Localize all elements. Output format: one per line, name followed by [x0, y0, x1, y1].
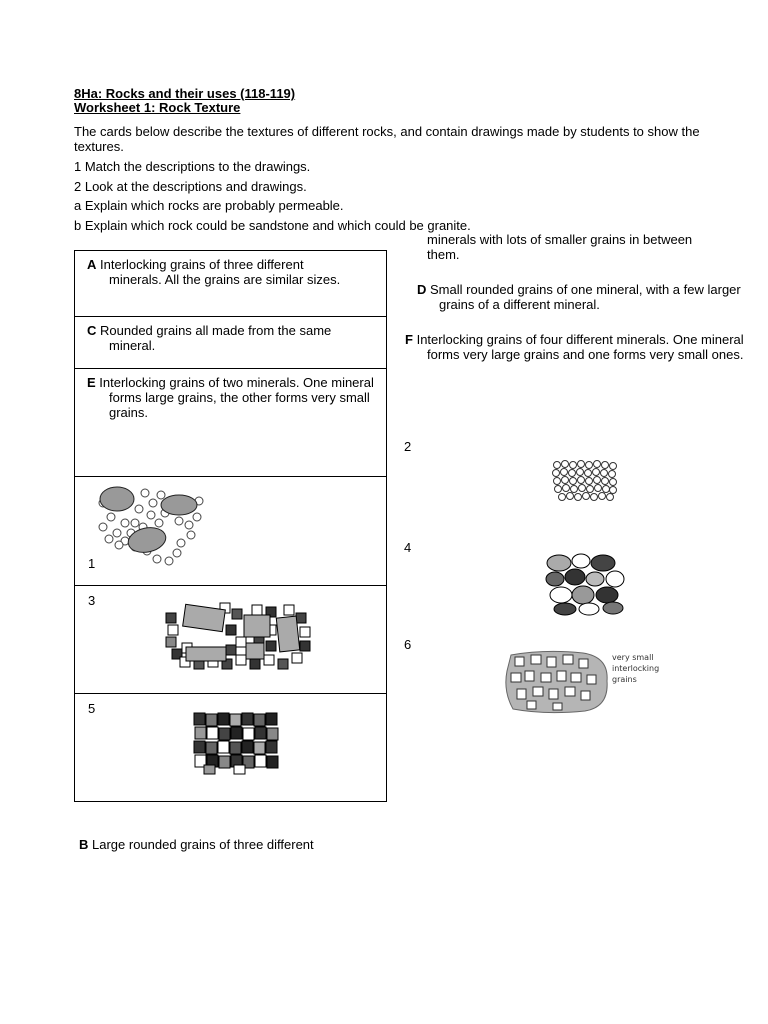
card-d: [417, 282, 744, 312]
card-f-text: Interlocking grains of four different minerals. One mineral forms very large grains and one forms very small ones.: [416, 332, 744, 362]
card-d-letter: D: [417, 282, 427, 297]
step-2: 2 Look at the descriptions and drawings.: [74, 179, 307, 194]
card-e-box: [74, 368, 387, 477]
drawing-3-label: 3: [88, 593, 96, 608]
page-title: 8Ha: Rocks and their uses (118-119): [74, 86, 296, 101]
card-e-text: Interlocking grains of two minerals. One mineral forms large grains, the other forms very small grains.: [99, 375, 374, 420]
drawing-4-label: 4: [404, 540, 412, 555]
card-c: [87, 323, 349, 353]
intro-text: The cards below describe the textures of different rocks, and contain drawings made by students to show the textures.: [74, 124, 700, 154]
step-1: 1 Match the descriptions to the drawings.: [74, 159, 311, 174]
drawing-1-rock: [95, 483, 210, 573]
card-b-letter: B: [79, 837, 89, 852]
card-a: [87, 257, 359, 287]
card-c-box: [74, 316, 387, 369]
card-e-letter: E: [87, 375, 96, 390]
step-2b: b Explain which rock could be sandstone and which could be granite.: [74, 218, 471, 233]
drawing-4-rock: [545, 553, 627, 615]
annotation-line-1: very small: [612, 653, 654, 662]
drawing-3-rock: [166, 603, 312, 671]
card-a-text: Interlocking grains of three different minerals. All the grains are similar sizes.: [100, 257, 341, 287]
card-c-letter: C: [87, 323, 97, 338]
card-a-box: [74, 250, 387, 317]
card-d-text: Small rounded grains of one mineral, with a few larger grains of a different mineral.: [430, 282, 741, 312]
card-a-letter: A: [87, 257, 97, 272]
card-b-text: Large rounded grains of three different: [92, 837, 314, 852]
drawing-5-rock: [194, 713, 282, 775]
drawing-6-label: 6: [404, 637, 412, 652]
drawing-6-annotation: [612, 652, 659, 685]
card-f: [405, 332, 747, 362]
drawing-5-label: 5: [88, 701, 96, 716]
drawing-2-rock: [552, 460, 620, 506]
drawing-1-label: 1: [88, 556, 96, 571]
worksheet-subtitle: Worksheet 1: Rock Texture: [74, 100, 241, 115]
card-c-text: Rounded grains all made from the same mineral.: [100, 323, 332, 353]
annotation-line-3: grains: [612, 675, 637, 684]
drawing-6-rock: [505, 651, 610, 713]
step-2a: a Explain which rocks are probably permeable.: [74, 198, 344, 213]
card-b: [79, 837, 314, 852]
card-f-letter: F: [405, 332, 413, 347]
drawing-2-label: 2: [404, 439, 412, 454]
card-e: [87, 375, 379, 420]
card-b-continued: minerals with lots of smaller grains in between them.: [427, 232, 693, 262]
annotation-line-2: interlocking: [612, 664, 660, 673]
